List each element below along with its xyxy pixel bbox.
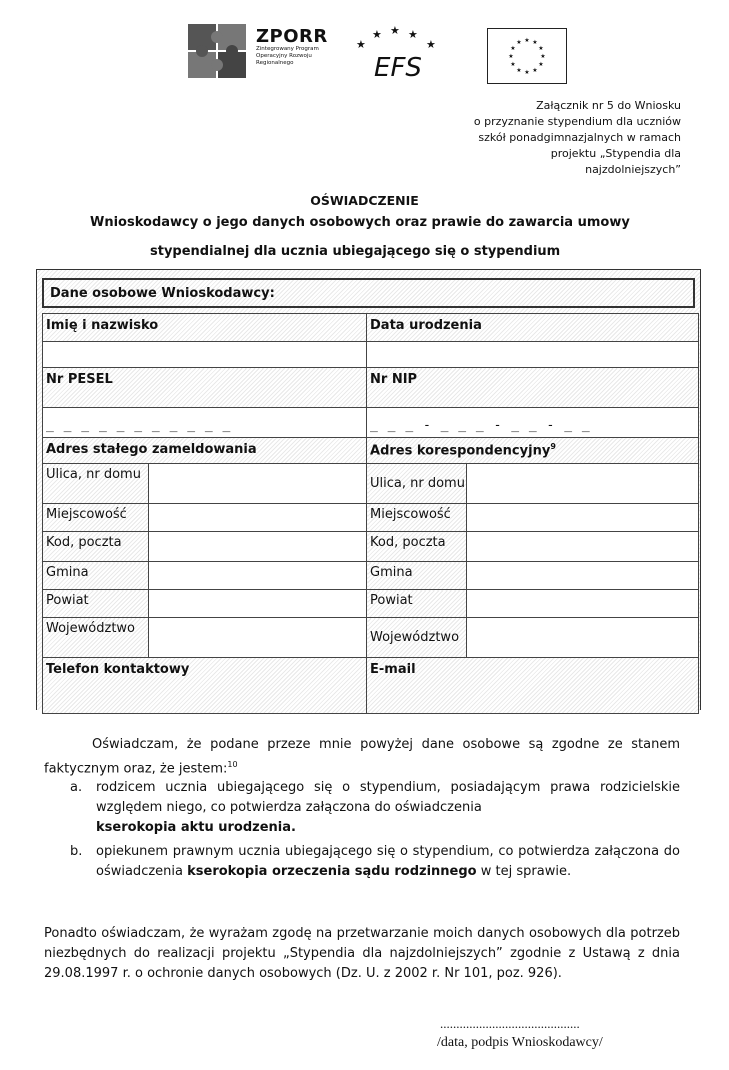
form-section-header — [42, 278, 695, 308]
zporr-title: ZPORR — [256, 26, 328, 47]
left-street-field[interactable] — [149, 464, 367, 504]
consent-paragraph: Ponadto oświadczam, że wyrażam zgodę na przetwarzanie moich danych osobowych dla potrzeb niezbędnych do realizacji projektu „Stypendia dla najzdolniejszych” zgodnie z Ustawą z dnia 29.08.1997 r. o ochronie danych osobowych (Dz. U. z 2002 r. Nr 101, poz. 926). — [44, 926, 680, 981]
footnote-ref: 9 — [550, 442, 556, 451]
right-city-field[interactable] — [467, 504, 699, 532]
svg-text:★: ★ — [540, 53, 546, 60]
svg-text:★: ★ — [532, 39, 538, 46]
svg-text:★: ★ — [516, 67, 522, 74]
list-item-tail: w tej sprawie. — [480, 864, 572, 879]
email-label: E-mail — [367, 658, 699, 714]
svg-text:★: ★ — [524, 37, 530, 44]
list-item-bold: kserokopia orzeczenia sądu rodzinnego — [187, 864, 477, 879]
left-voivodeship-label: Województwo — [43, 618, 149, 658]
annex-line: szkół ponadgimnazjalnych w ramach — [478, 131, 681, 144]
right-voivodeship-label: Województwo — [367, 618, 467, 658]
signature-label: /data, podpis Wnioskodawcy/ — [437, 1035, 603, 1050]
personal-data-table — [42, 313, 699, 714]
list-item-b — [70, 842, 680, 882]
svg-text:★: ★ — [356, 38, 366, 51]
efs-label: EFS — [374, 53, 422, 82]
left-city-label: Miejscowość — [43, 504, 149, 532]
left-county-field[interactable] — [149, 590, 367, 618]
signature-line[interactable]: ........................................... — [440, 1016, 580, 1031]
left-postcode-label: Kod, poczta — [43, 532, 149, 562]
zporr-subtitle: Zintegrowany Program Operacyjny Rozwoju Regionalnego — [256, 46, 319, 66]
right-county-label: Powiat — [367, 590, 467, 618]
svg-text:★: ★ — [538, 45, 544, 52]
name-label: Imię i nazwisko — [43, 314, 367, 342]
statement-paragraph — [44, 735, 680, 779]
pesel-label: Nr PESEL — [43, 368, 367, 408]
right-postcode-label: Kod, poczta — [367, 532, 467, 562]
left-commune-field[interactable] — [149, 562, 367, 590]
birth-date-field[interactable] — [367, 342, 699, 368]
form-section-title: Dane osobowe Wnioskodawcy: — [50, 286, 275, 301]
left-voivodeship-field[interactable] — [149, 618, 367, 658]
nip-field[interactable]: _ _ _ - _ _ _ - _ _ - _ _ — [367, 408, 699, 438]
svg-text:★: ★ — [390, 26, 400, 37]
document-title: OŚWIADCZENIE — [310, 193, 419, 208]
svg-text:★: ★ — [538, 61, 544, 68]
phone-label: Telefon kontaktowy — [43, 658, 367, 714]
right-commune-label: Gmina — [367, 562, 467, 590]
right-county-field[interactable] — [467, 590, 699, 618]
birth-date-label: Data urodzenia — [367, 314, 699, 342]
pesel-field[interactable]: _ _ _ _ _ _ _ _ _ _ _ — [43, 408, 367, 438]
document-subtitle-line2: stypendialnej dla ucznia ubiegającego się o stypendium — [150, 244, 561, 259]
name-field[interactable] — [43, 342, 367, 368]
left-postcode-field[interactable] — [149, 532, 367, 562]
right-street-field[interactable] — [467, 464, 699, 504]
permanent-address-label: Adres stałego zameldowania — [43, 438, 367, 464]
right-postcode-field[interactable] — [467, 532, 699, 562]
right-commune-field[interactable] — [467, 562, 699, 590]
right-voivodeship-field[interactable] — [467, 618, 699, 658]
footnote-ref: 10 — [227, 760, 238, 769]
svg-text:★: ★ — [372, 28, 382, 41]
svg-text:★: ★ — [524, 69, 530, 76]
annex-line: projektu „Stypendia dla — [550, 147, 681, 160]
list-item-bold: kserokopia aktu urodzenia. — [96, 820, 296, 835]
annex-line: o przyznanie stypendium dla uczniów — [473, 115, 681, 128]
left-commune-label: Gmina — [43, 562, 149, 590]
efs-logo-icon — [352, 26, 444, 82]
list-marker: a. — [70, 780, 83, 795]
zporr-logo-icon — [186, 22, 248, 80]
correspondence-address-label — [367, 438, 699, 464]
left-county-label: Powiat — [43, 590, 149, 618]
svg-text:★: ★ — [516, 39, 522, 46]
list-item-text: opiekunem prawnym ucznia ubiegającego się o stypendium, co potwierdza załączona do oświadczenia — [96, 844, 680, 879]
right-street-label: Ulica, nr domu — [367, 464, 467, 504]
annex-line: najzdolniejszych” — [585, 163, 681, 176]
eu-flag-icon — [487, 28, 567, 84]
list-item-a — [70, 778, 680, 838]
correspondence-address-label-text: Adres korespondencyjny — [370, 443, 551, 459]
nip-label: Nr NIP — [367, 368, 699, 408]
statement-text: Oświadczam, że podane przeze mnie powyżej dane osobowe są zgodne ze stanem faktycznym oraz, że jestem: — [44, 737, 680, 777]
document-subtitle-line1: Wnioskodawcy o jego danych osobowych oraz prawie do zawarcia umowy — [90, 215, 630, 230]
svg-text:★: ★ — [426, 38, 436, 51]
annex-line: Załącznik nr 5 do Wniosku — [536, 99, 681, 112]
svg-text:★: ★ — [508, 53, 514, 60]
annex-note — [381, 98, 681, 178]
svg-text:★: ★ — [510, 61, 516, 68]
list-item-text: rodzicem ucznia ubiegającego się o stypendium, posiadającym prawa rodzicielskie względem niego, co potwierdza załączona do oświadczenia — [96, 780, 680, 815]
left-street-label: Ulica, nr domu — [43, 464, 149, 504]
svg-text:★: ★ — [408, 28, 418, 41]
svg-text:★: ★ — [510, 45, 516, 52]
svg-text:★: ★ — [532, 67, 538, 74]
right-city-label: Miejscowość — [367, 504, 467, 532]
list-marker: b. — [70, 844, 83, 859]
left-city-field[interactable] — [149, 504, 367, 532]
